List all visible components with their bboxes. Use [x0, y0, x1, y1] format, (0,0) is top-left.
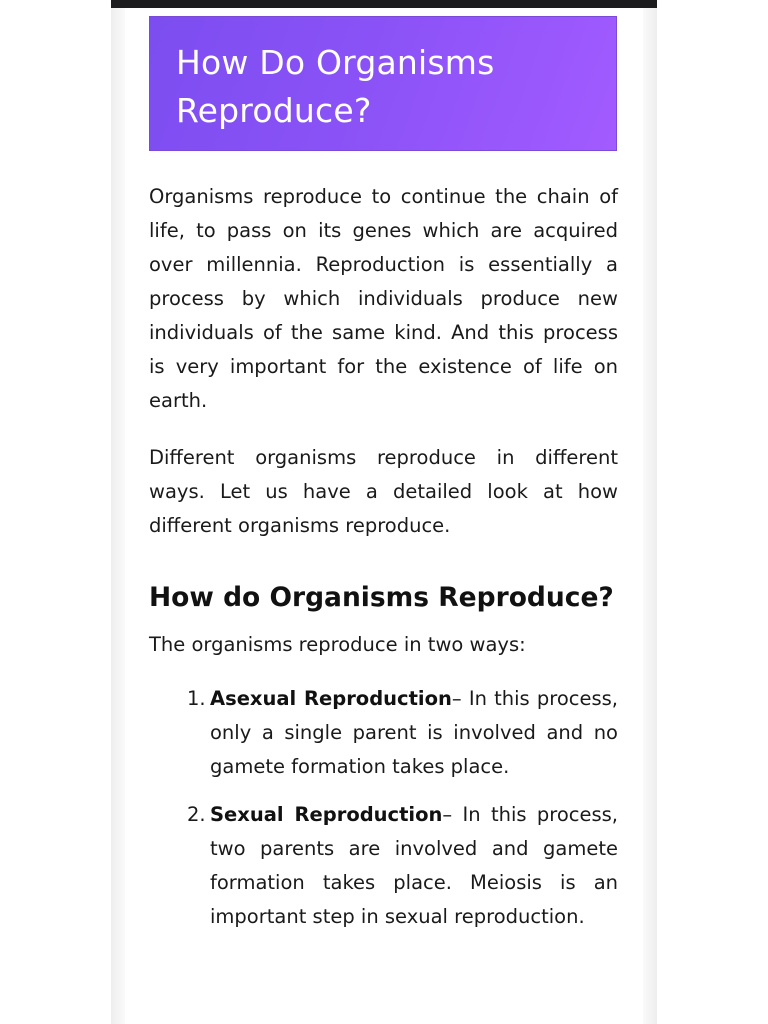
reproduction-types-list — [149, 682, 618, 934]
list-item-term: Sexual Reproduction — [210, 803, 443, 826]
list-item-number: 2. — [187, 803, 206, 826]
list-item-sexual — [149, 798, 618, 934]
list-item-asexual — [149, 682, 618, 784]
section-heading: How do Organisms Reproduce? — [149, 582, 614, 613]
page-title: How Do Organisms Reproduce? — [176, 43, 495, 130]
page-shadow-right — [643, 8, 657, 1024]
browser-top-bar — [111, 0, 657, 8]
list-item-term: Asexual Reproduction — [210, 687, 452, 710]
section-intro: The organisms reproduce in two ways: — [149, 633, 526, 656]
list-item-number: 1. — [187, 687, 206, 710]
article-content — [149, 180, 618, 948]
list-item-description: – In this process, only a single parent is involved and no gamete formation takes place. — [210, 687, 618, 778]
overview-paragraph: Different organisms reproduce in different ways. Let us have a detailed look at how different organisms reproduce. — [149, 446, 618, 537]
title-banner — [149, 16, 617, 151]
list-item-description: – In this process, two parents are involved and gamete formation takes place. Meiosis is an important step in sexual reproduction. — [210, 803, 618, 928]
intro-paragraph: Organisms reproduce to continue the chain of life, to pass on its genes which are acquired over millennia. Reproduction is essentially a process by which individuals produce new individuals of the same kind. And this process is very important for the existence of life on earth. — [149, 185, 618, 412]
page-shadow-left — [111, 8, 125, 1024]
